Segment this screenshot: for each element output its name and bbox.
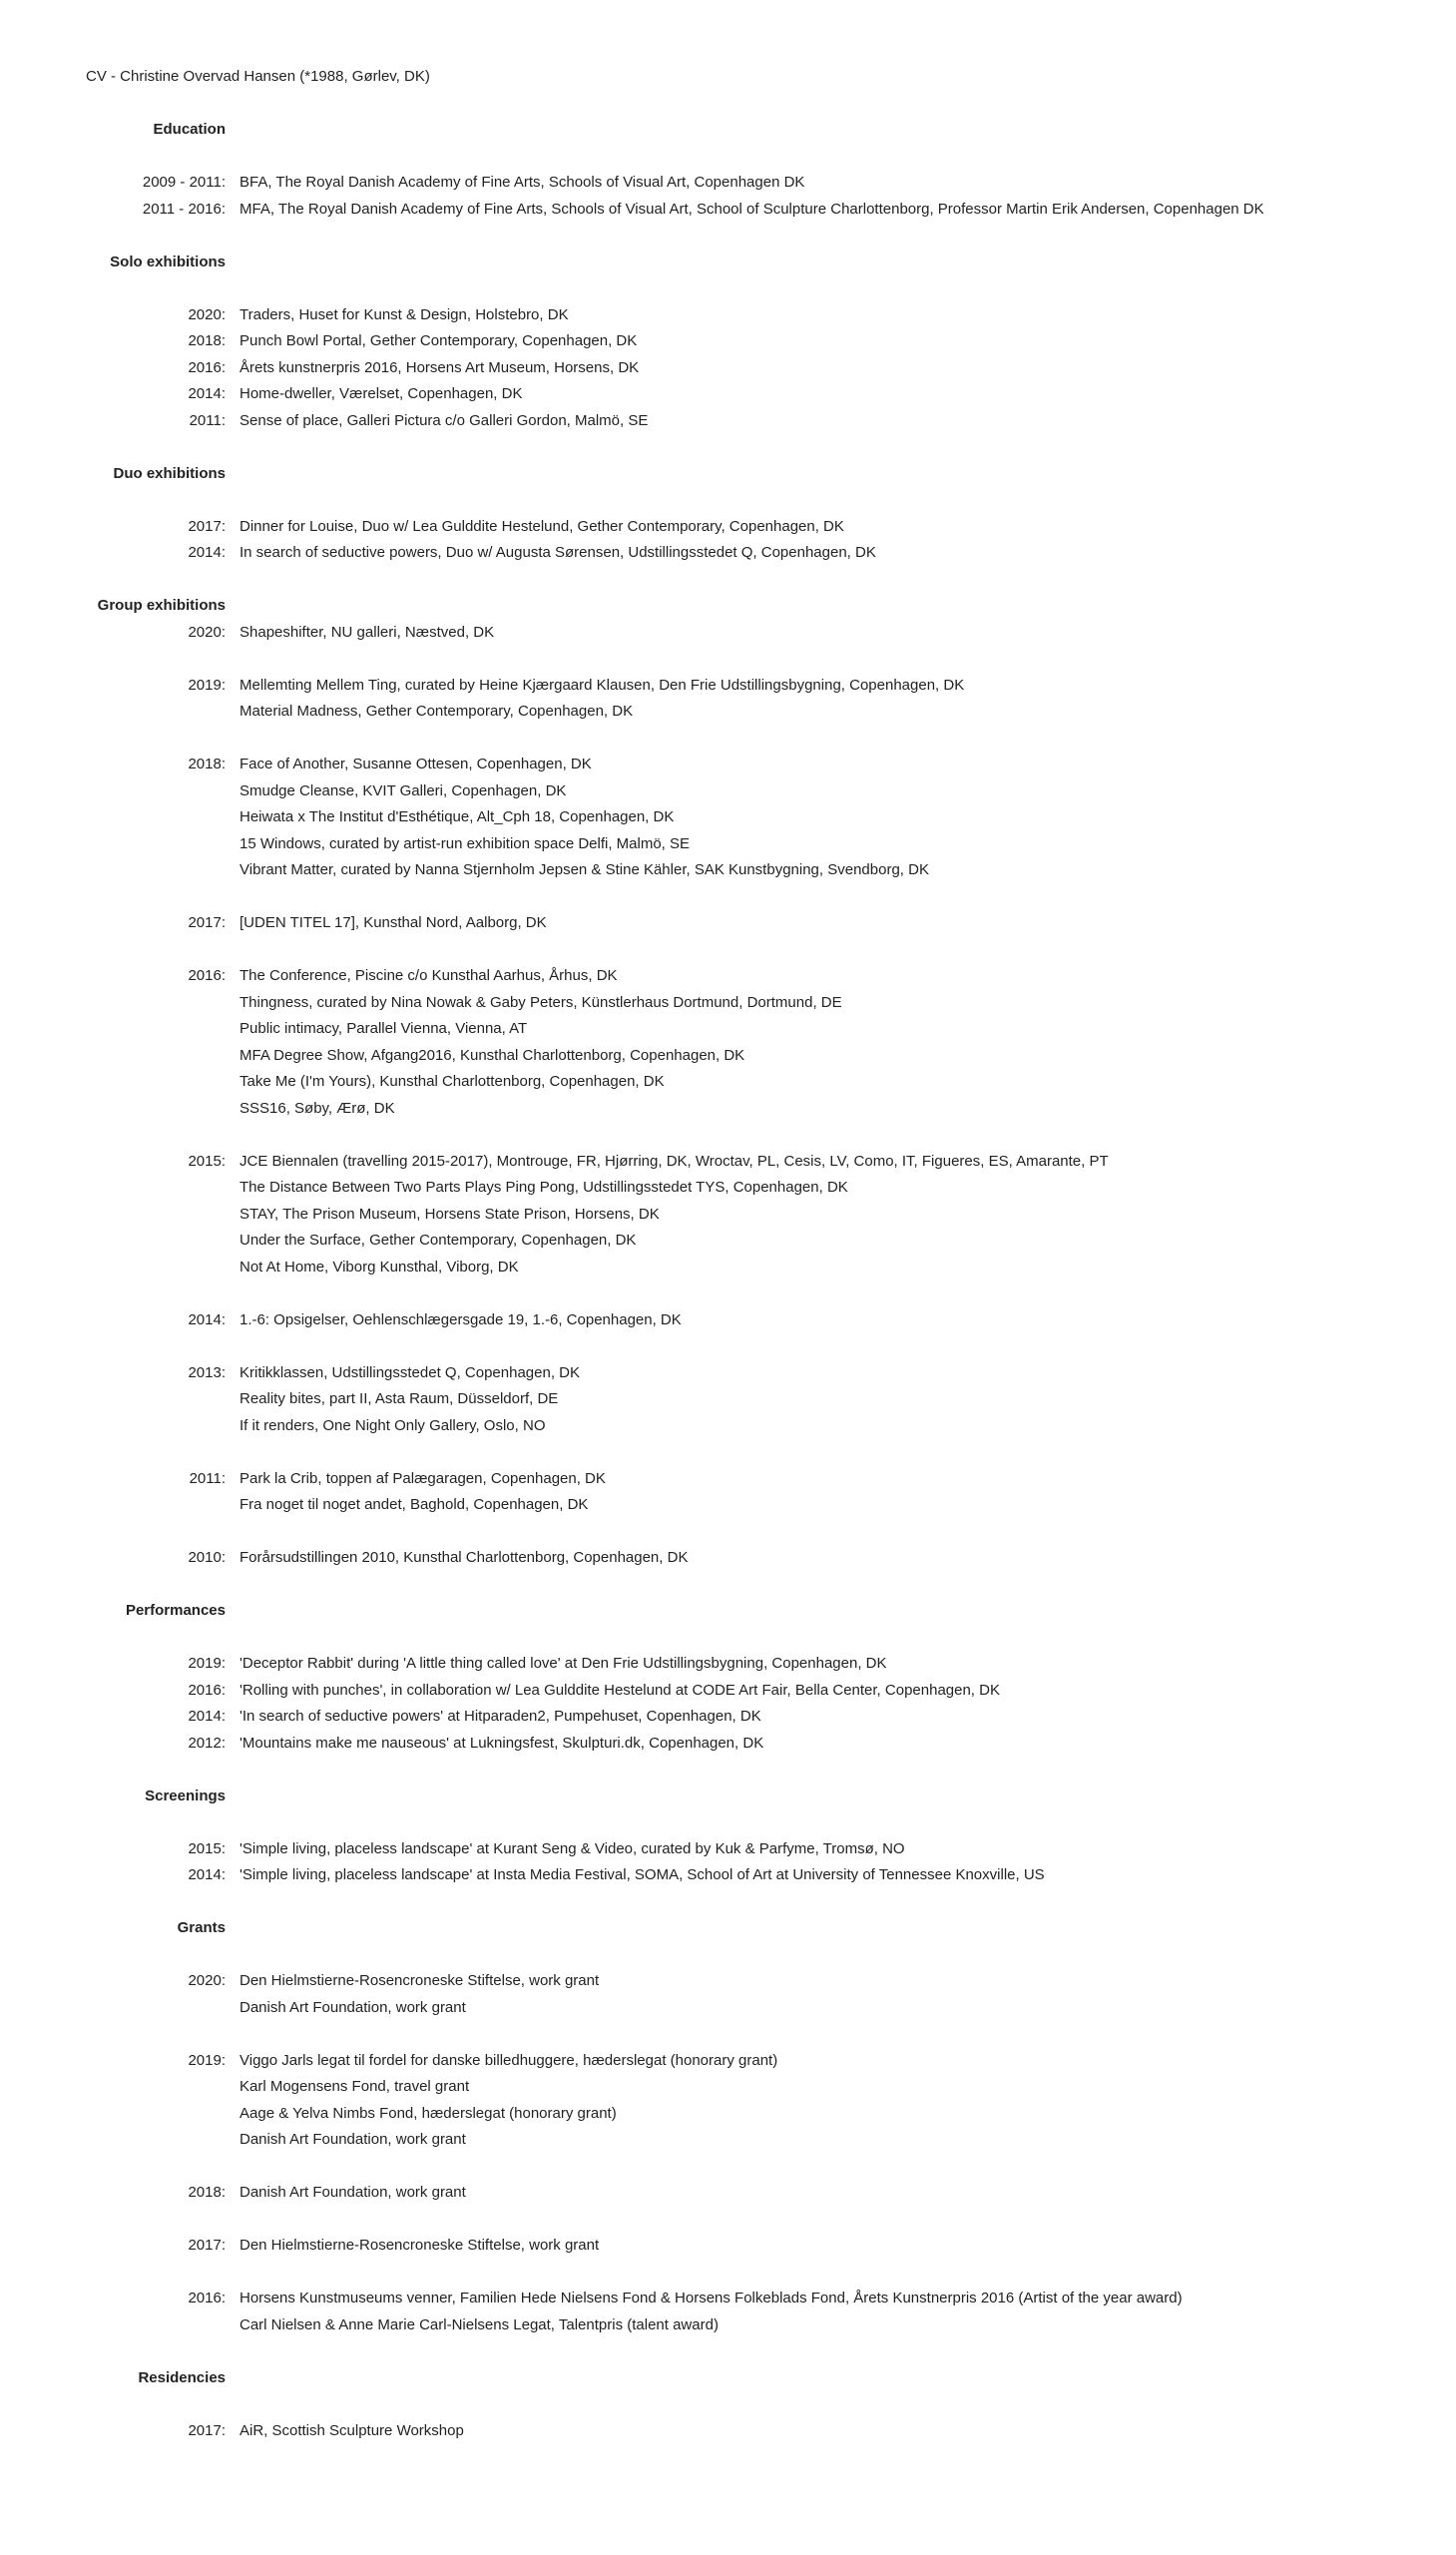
entry-text: Viggo Jarls legat til fordel for danske billedhuggere, hæderslegat (honorary grant) bbox=[240, 2052, 778, 2069]
entry-text: Danish Art Foundation, work grant bbox=[240, 2131, 466, 2148]
section-heading-duo-exhibitions: Duo exhibitions bbox=[113, 465, 226, 482]
entry-text: If it renders, One Night Only Gallery, Oslo, NO bbox=[240, 1417, 546, 1434]
entry-text: Punch Bowl Portal, Gether Contemporary, Copenhagen, DK bbox=[240, 332, 638, 349]
entry-text: The Conference, Piscine c/o Kunsthal Aarhus, Århus, DK bbox=[240, 967, 618, 984]
page-title: CV - Christine Overvad Hansen (*1988, Gørlev, DK) bbox=[86, 68, 430, 85]
entry-text: Fra noget til noget andet, Baghold, Copenhagen, DK bbox=[240, 1496, 589, 1513]
entry-text: Material Madness, Gether Contemporary, Copenhagen, DK bbox=[240, 703, 634, 720]
entry-text: 'Simple living, placeless landscape' at Kurant Seng & Video, curated by Kuk & Parfyme, Tromsø, NO bbox=[240, 1840, 905, 1857]
entry-text: Park la Crib, toppen af Palægaragen, Copenhagen, DK bbox=[240, 1470, 606, 1487]
entry-text: Sense of place, Galleri Pictura c/o Galleri Gordon, Malmö, SE bbox=[240, 412, 649, 429]
entry-text: Danish Art Foundation, work grant bbox=[240, 2184, 466, 2201]
entry-text: Vibrant Matter, curated by Nanna Stjernholm Jepsen & Stine Kähler, SAK Kunstbygning, Svendborg, DK bbox=[240, 861, 929, 878]
entry-text: 'Mountains make me nauseous' at Lukningsfest, Skulpturi.dk, Copenhagen, DK bbox=[240, 1735, 764, 1752]
entry-text: 'Simple living, placeless landscape' at Insta Media Festival, SOMA, School of Art at University of Tennessee Knoxville, US bbox=[240, 1866, 1045, 1883]
entry-year: 2019: bbox=[188, 1655, 226, 1672]
section-heading-education: Education bbox=[153, 121, 226, 138]
entry-year: 2016: bbox=[188, 359, 226, 376]
entry-text: Forårsudstillingen 2010, Kunsthal Charlottenborg, Copenhagen, DK bbox=[240, 1549, 689, 1566]
entry-text: Årets kunstnerpris 2016, Horsens Art Museum, Horsens, DK bbox=[240, 359, 640, 376]
entry-text: Not At Home, Viborg Kunsthal, Viborg, DK bbox=[240, 1259, 519, 1276]
entry-text: Shapeshifter, NU galleri, Næstved, DK bbox=[240, 624, 495, 641]
entry-text: Public intimacy, Parallel Vienna, Vienna, AT bbox=[240, 1020, 528, 1037]
entry-year: 2014: bbox=[188, 385, 226, 402]
entry-year: 2018: bbox=[188, 332, 226, 349]
entry-year: 2009 - 2011: bbox=[142, 174, 226, 191]
entry-text: 'Rolling with punches', in collaboration w/ Lea Gulddite Hestelund at CODE Art Fair, Bella Center, Copenhagen, DK bbox=[240, 1682, 1000, 1699]
entry-text: 1.-6: Opsigelser, Oehlenschlægersgade 19, 1.-6, Copenhagen, DK bbox=[240, 1311, 682, 1328]
entry-year: 2013: bbox=[188, 1364, 226, 1381]
entry-text: Danish Art Foundation, work grant bbox=[240, 1999, 466, 2016]
entry-text: JCE Biennalen (travelling 2015-2017), Montrouge, FR, Hjørring, DK, Wroctav, PL, Cesis, LV, Como, IT, Figueres, ES, Amarante, PT bbox=[240, 1153, 1109, 1170]
entry-text: STAY, The Prison Museum, Horsens State Prison, Horsens, DK bbox=[240, 1206, 660, 1223]
entry-year: 2011: bbox=[189, 1470, 226, 1487]
entry-year: 2015: bbox=[188, 1153, 226, 1170]
section-heading-solo-exhibitions: Solo exhibitions bbox=[110, 254, 226, 270]
entry-text: BFA, The Royal Danish Academy of Fine Arts, Schools of Visual Art, Copenhagen DK bbox=[240, 174, 805, 191]
entry-year: 2014: bbox=[188, 544, 226, 561]
entry-year: 2019: bbox=[188, 2052, 226, 2069]
entry-year: 2020: bbox=[188, 1972, 226, 1989]
entry-year: 2014: bbox=[188, 1708, 226, 1725]
entry-text: Dinner for Louise, Duo w/ Lea Gulddite Hestelund, Gether Contemporary, Copenhagen, DK bbox=[240, 518, 844, 535]
entry-year: 2019: bbox=[188, 677, 226, 694]
entry-year: 2016: bbox=[188, 967, 226, 984]
section-heading-performances: Performances bbox=[125, 1602, 226, 1619]
entry-year: 2014: bbox=[188, 1311, 226, 1328]
entry-text: Aage & Yelva Nimbs Fond, hæderslegat (honorary grant) bbox=[240, 2105, 617, 2122]
entry-text: Kritikklassen, Udstillingsstedet Q, Copenhagen, DK bbox=[240, 1364, 581, 1381]
section-heading-group-exhibitions: Group exhibitions bbox=[97, 597, 226, 614]
entry-text: Traders, Huset for Kunst & Design, Holstebro, DK bbox=[240, 306, 569, 323]
entry-text: [UDEN TITEL 17], Kunsthal Nord, Aalborg, DK bbox=[240, 914, 547, 931]
entry-text: Home-dweller, Værelset, Copenhagen, DK bbox=[240, 385, 523, 402]
entry-text: SSS16, Søby, Ærø, DK bbox=[240, 1100, 395, 1117]
entry-year: 2017: bbox=[188, 914, 226, 931]
entry-text: The Distance Between Two Parts Plays Ping Pong, Udstillingsstedet TYS, Copenhagen, DK bbox=[240, 1179, 848, 1196]
entry-text: Under the Surface, Gether Contemporary, Copenhagen, DK bbox=[240, 1232, 637, 1249]
entry-text: Mellemting Mellem Ting, curated by Heine Kjærgaard Klausen, Den Frie Udstillingsbygning, Copenhagen, DK bbox=[240, 677, 965, 694]
entry-text: 15 Windows, curated by artist-run exhibition space Delfi, Malmö, SE bbox=[240, 835, 691, 852]
entry-text: Karl Mogensens Fond, travel grant bbox=[240, 2078, 470, 2095]
entry-year: 2016: bbox=[188, 1682, 226, 1699]
section-heading-screenings: Screenings bbox=[145, 1788, 226, 1804]
entry-text: 'In search of seductive powers' at Hitparaden2, Pumpehuset, Copenhagen, DK bbox=[240, 1708, 761, 1725]
entry-text: 'Deceptor Rabbit' during 'A little thing called love' at Den Frie Udstillingsbygning, Copenhagen, DK bbox=[240, 1655, 887, 1672]
entry-text: Thingness, curated by Nina Nowak & Gaby Peters, Künstlerhaus Dortmund, Dortmund, DE bbox=[240, 994, 842, 1011]
entry-text: Take Me (I'm Yours), Kunsthal Charlottenborg, Copenhagen, DK bbox=[240, 1073, 665, 1090]
entry-text: Face of Another, Susanne Ottesen, Copenhagen, DK bbox=[240, 756, 592, 772]
entry-text: Heiwata x The Institut d'Esthétique, Alt_Cph 18, Copenhagen, DK bbox=[240, 808, 675, 825]
section-heading-grants: Grants bbox=[177, 1919, 226, 1936]
entry-year: 2020: bbox=[188, 306, 226, 323]
entry-text: MFA Degree Show, Afgang2016, Kunsthal Charlottenborg, Copenhagen, DK bbox=[240, 1047, 745, 1064]
entry-text: Smudge Cleanse, KVIT Galleri, Copenhagen, DK bbox=[240, 782, 567, 799]
section-heading-residencies: Residencies bbox=[138, 2369, 226, 2386]
entry-year: 2014: bbox=[188, 1866, 226, 1883]
entry-year: 2011 - 2016: bbox=[142, 201, 226, 218]
entry-text: MFA, The Royal Danish Academy of Fine Arts, Schools of Visual Art, School of Sculpture Charlottenborg, Professor Martin Erik Andersen, Copenhagen DK bbox=[240, 201, 1264, 218]
entry-year: 2012: bbox=[188, 1735, 226, 1752]
entry-text: Den Hielmstierne-Rosencroneske Stiftelse, work grant bbox=[240, 2237, 600, 2254]
entry-year: 2018: bbox=[188, 756, 226, 772]
entry-text: Reality bites, part II, Asta Raum, Düsseldorf, DE bbox=[240, 1390, 559, 1407]
entry-year: 2017: bbox=[188, 2422, 226, 2439]
entry-year: 2015: bbox=[188, 1840, 226, 1857]
entry-year: 2010: bbox=[188, 1549, 226, 1566]
entry-year: 2011: bbox=[189, 412, 226, 429]
entry-year: 2016: bbox=[188, 2290, 226, 2306]
entry-year: 2017: bbox=[188, 518, 226, 535]
entry-year: 2020: bbox=[188, 624, 226, 641]
entry-year: 2018: bbox=[188, 2184, 226, 2201]
entry-year: 2017: bbox=[188, 2237, 226, 2254]
entry-text: Carl Nielsen & Anne Marie Carl-Nielsens Legat, Talentpris (talent award) bbox=[240, 2316, 719, 2333]
entry-text: Horsens Kunstmuseums venner, Familien Hede Nielsens Fond & Horsens Folkeblads Fond, Årets Kunstnerpris 2016 (Artist of the year award) bbox=[240, 2290, 1183, 2306]
entry-text: Den Hielmstierne-Rosencroneske Stiftelse, work grant bbox=[240, 1972, 600, 1989]
entry-text: In search of seductive powers, Duo w/ Augusta Sørensen, Udstillingsstedet Q, Copenhagen, DK bbox=[240, 544, 876, 561]
entry-text: AiR, Scottish Sculpture Workshop bbox=[240, 2422, 464, 2439]
